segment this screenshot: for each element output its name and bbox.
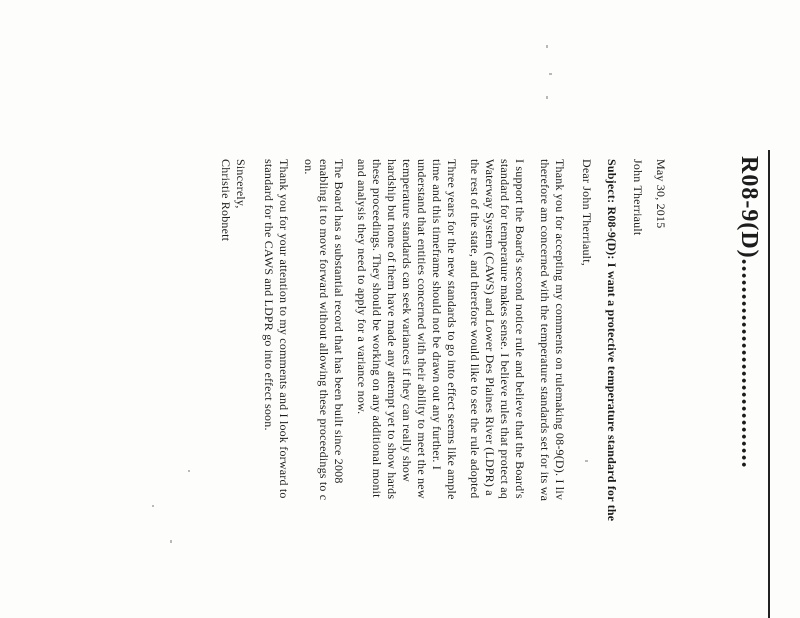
paragraph-3-line-6: these proceedings. They should be working on any additional monit [370, 159, 384, 498]
paragraph-4-line-2: enabling it to move forward without allowing these proceedings to c [317, 159, 331, 501]
letter-signature: Christie Robnett [219, 159, 233, 242]
letter-date: May 30, 2015 [654, 159, 668, 229]
document-title-leader: .............................. [736, 258, 762, 469]
document-title-text: R08-9(D) [736, 156, 762, 259]
paragraph-2-line-3: Waterway System (CAWS) and Lower Des Plaines River (LDPR) a [483, 159, 497, 496]
paragraph-1-line-1: Thank you for accepting my comments on rulemaking 08-9(D). I liv [553, 159, 567, 501]
paragraph-2-line-1: I support the Board's second notice rule and believe that the Board's [513, 159, 527, 499]
scan-speck [546, 96, 548, 99]
letter-salutation: Dear John Therriault, [580, 159, 594, 266]
scan-speck [585, 460, 588, 462]
paragraph-5-line-1: Thank you for your attention to my comments and I look forward to [277, 159, 291, 499]
scan-speck [549, 73, 552, 75]
paragraph-3-line-2: time and this timeframe should not be drawn out any further. I [430, 159, 444, 470]
paragraph-3-line-4: temperature standards can seek variances if they can really show [400, 159, 414, 482]
paragraph-1-line-2: therefore am concerned with the temperature standards set for its wa [538, 159, 552, 502]
scan-speck [152, 505, 154, 507]
paragraph-5-line-2: standard for the CAWS and LDPR go into effect soon. [262, 159, 276, 431]
paragraph-2-line-4: the rest of the state, and therefore would like to see the rule adopted [468, 159, 482, 499]
paragraph-4-line-1: The Board has a substantial record that has been built since 2008 [332, 159, 346, 484]
scan-speck [188, 470, 190, 472]
letter-closing: Sincerely, [234, 159, 248, 209]
paragraph-3-line-5: hardship but none of them have made any attempt yet to show hards [385, 159, 399, 500]
paragraph-3-line-7: and analysis they need to apply for a variance now. [355, 159, 369, 415]
paragraph-3-line-3: understand that entities concerned with their ability to meet the new [415, 159, 429, 499]
letter-subject: Subject: R08-9(D): I want a protective temperature standard for the [605, 159, 619, 522]
scan-speck [546, 45, 548, 48]
paragraph-4-line-3: on. [302, 159, 316, 175]
header-rule [768, 150, 770, 618]
paragraph-2-line-2: standard for temperature makes sense. I believe rules that protect aq [498, 159, 512, 499]
document-title [735, 156, 762, 469]
paragraph-3-line-1: Three years for the new standards to go into effect seems like ample [445, 159, 459, 500]
letter-recipient: John Therriault [631, 159, 645, 236]
scan-speck [170, 540, 172, 543]
